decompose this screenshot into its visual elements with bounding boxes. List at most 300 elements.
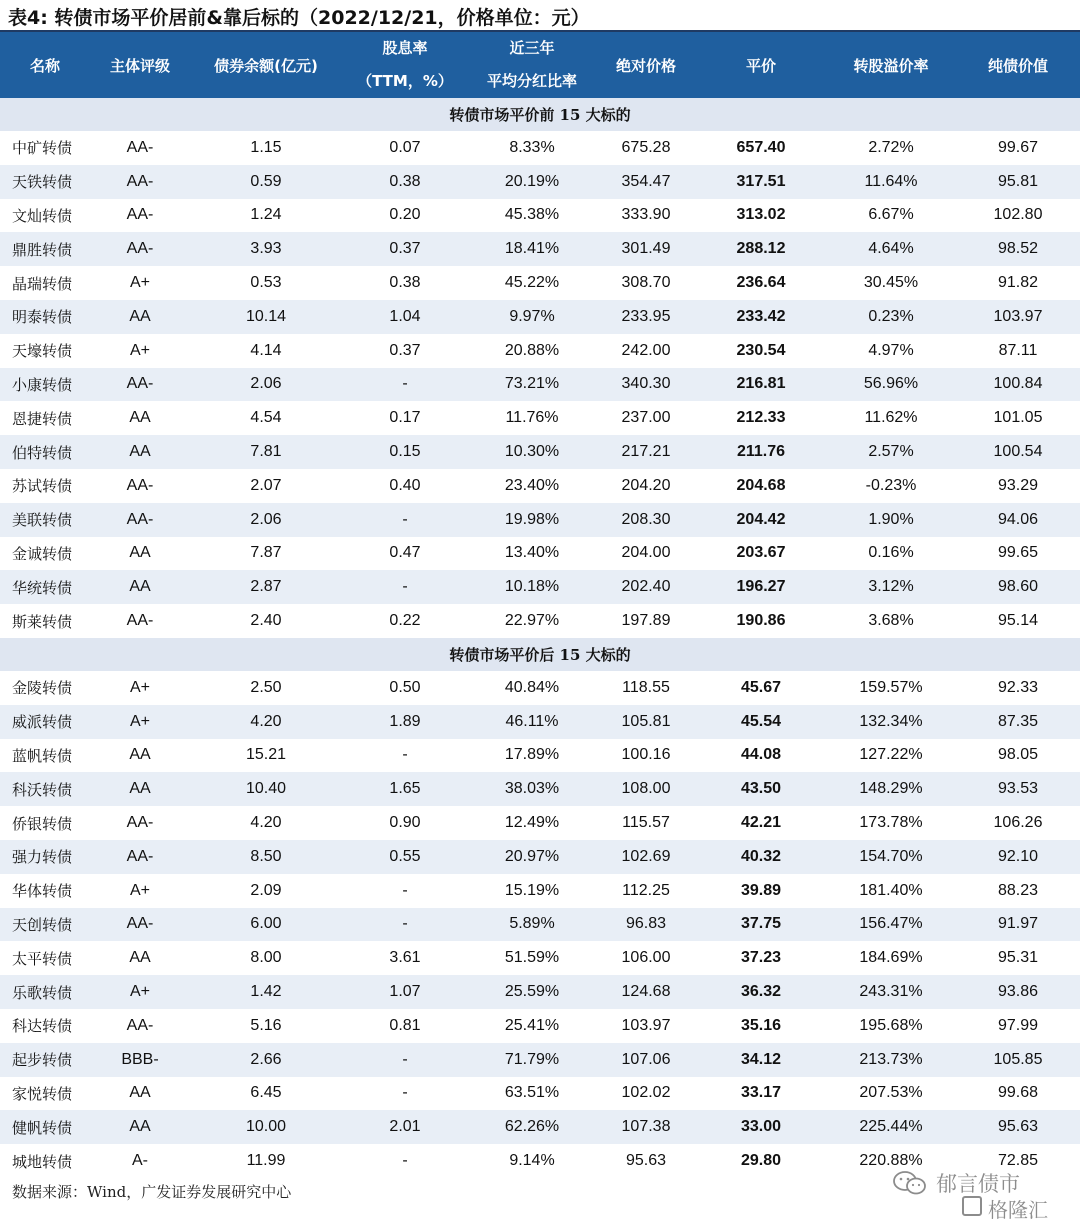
cell-bond-value: 95.81 [956,165,1080,199]
cell-balance: 1.42 [190,975,342,1009]
table-row [0,503,1080,537]
cell-dividend-yield: 0.38 [389,274,421,292]
cell-bond-name: 明泰转债 [0,300,90,334]
cell-payout-ratio: 9.14% [509,1152,555,1169]
cell-rating: A- [132,1152,148,1169]
cell-payout-ratio: 25.59% [468,975,596,1009]
cell-premium: 154.70% [826,840,956,874]
cell-bond-name: 金陵转债 [12,679,73,698]
cell-premium: 0.16% [868,544,914,562]
cell-parity: 236.64 [736,274,786,292]
cell-dividend-yield: 0.07 [389,138,421,156]
cell-dividend-yield: - [342,368,468,402]
cell-balance: 7.81 [190,435,342,469]
cell-bond-value: 106.26 [993,814,1043,832]
cell-bond-value: 101.05 [993,409,1043,427]
table-row [0,840,1080,874]
cell-premium: 148.29% [826,772,956,806]
cell-balance: 1.24 [250,206,282,224]
cell-abs-price: 202.40 [596,570,696,604]
cell-premium: 132.34% [826,705,956,739]
cell-bond-value: 93.53 [956,772,1080,806]
cell-bond-value: 99.67 [997,138,1039,156]
cell-bond-value: 92.33 [997,678,1039,696]
cell-premium: 0.23% [826,300,956,334]
header-balance: 债券余额(亿元) [190,32,342,98]
cell-payout-ratio: 10.18% [468,570,596,604]
cell-balance: 15.21 [245,746,287,764]
cell-payout-ratio: 63.51% [504,1084,560,1102]
cell-bond-value: 95.31 [997,949,1039,967]
cell-parity: 42.21 [740,814,782,832]
cell-rating: AA- [126,1016,154,1034]
cell-balance: 10.00 [190,1110,342,1144]
cell-premium: 6.67% [868,206,914,224]
cell-rating: AA- [126,476,154,494]
cell-premium: 30.45% [863,274,919,292]
cell-dividend-yield: 0.15 [342,435,468,469]
cell-balance: 3.93 [190,232,342,266]
cell-parity: 39.89 [740,881,782,899]
cell-payout-ratio: 20.88% [504,341,560,359]
cell-balance: 2.87 [190,570,342,604]
cell-balance: 4.54 [250,409,282,427]
cell-rating: AA- [90,368,190,402]
table-row [0,368,1080,402]
cell-payout-ratio: 38.03% [468,772,596,806]
cell-abs-price: 96.83 [596,908,696,942]
cell-bond-value: 93.86 [956,975,1080,1009]
cell-abs-price: 233.95 [596,300,696,334]
cell-rating: A+ [129,341,150,359]
cell-bond-value: 94.06 [956,503,1080,537]
table-row [0,874,1080,908]
cell-payout-ratio: 71.79% [468,1043,596,1077]
table-row [0,435,1080,469]
cell-bond-name: 蓝帆转债 [12,746,73,765]
cell-bond-name: 强力转债 [0,840,90,874]
cell-bond-value: 103.97 [956,300,1080,334]
cell-bond-name: 小康转债 [0,368,90,402]
cell-rating: AA- [90,232,190,266]
gelonghui-logo-icon [962,1196,982,1216]
cell-rating: AA [129,746,151,764]
cell-dividend-yield: 0.38 [342,165,468,199]
cell-bond-value: 87.35 [956,705,1080,739]
cell-bond-value: 100.54 [956,435,1080,469]
cell-bond-value: 72.85 [997,1152,1039,1169]
cell-abs-price: 106.00 [621,949,671,967]
cell-dividend-yield: - [342,503,468,537]
cell-abs-price: 118.55 [622,678,670,696]
cell-bond-value: 97.99 [997,1016,1039,1034]
header-abs-price: 绝对价格 [596,32,696,98]
table-row [0,165,1080,199]
cell-bond-name: 威派转债 [0,705,90,739]
cell-rating: AA [90,435,190,469]
cell-abs-price: 204.00 [621,544,671,562]
cell-rating: AA [90,1110,190,1144]
table-row [0,570,1080,604]
cell-payout-ratio: 20.19% [468,165,596,199]
cell-bond-value: 98.60 [956,570,1080,604]
cell-dividend-yield: 0.17 [389,409,421,427]
table-row [0,232,1080,266]
cell-bond-value: 98.05 [997,746,1039,764]
cell-abs-price: 675.28 [621,138,671,156]
cell-bond-name: 苏试转债 [12,477,73,496]
cell-premium: 4.64% [826,232,956,266]
cell-bond-name: 乐歌转债 [0,975,90,1009]
cell-premium: 2.57% [826,435,956,469]
cell-rating: AA [129,409,151,427]
table-row [0,908,1080,942]
cell-payout-ratio: 25.41% [504,1016,560,1034]
cell-dividend-yield: - [342,570,468,604]
cell-abs-price: 105.81 [596,705,696,739]
cell-dividend-yield: - [342,908,468,942]
cell-parity: 45.67 [740,678,782,696]
cell-bond-value: 93.29 [997,476,1039,494]
cell-bond-value: 91.82 [997,274,1039,292]
cell-parity: 29.80 [740,1152,782,1169]
cell-premium: 181.40% [859,881,923,899]
cell-premium: 156.47% [826,908,956,942]
cell-bond-name: 文灿转债 [12,206,73,225]
cell-parity: 313.02 [736,206,786,224]
cell-parity: 45.54 [696,705,826,739]
cell-premium: 1.90% [826,503,956,537]
cell-bond-name: 中矿转债 [12,139,73,158]
cell-dividend-yield: 0.81 [389,1016,421,1034]
cell-parity: 317.51 [696,165,826,199]
cell-dividend-yield: 0.37 [342,232,468,266]
cell-rating: AA- [90,165,190,199]
cell-bond-name: 华体转债 [12,882,73,901]
table-row [0,199,1080,233]
cell-bond-name: 伯特转债 [0,435,90,469]
cell-abs-price: 107.38 [596,1110,696,1144]
cell-bond-value: 92.10 [956,840,1080,874]
cell-dividend-yield: 2.01 [342,1110,468,1144]
cell-bond-name: 起步转债 [0,1043,90,1077]
cell-parity: 196.27 [696,570,826,604]
cell-dividend-yield: 1.04 [342,300,468,334]
cell-balance: 2.40 [250,612,282,630]
cell-abs-price: 112.25 [622,881,670,899]
cell-abs-price: 102.69 [596,840,696,874]
cell-parity: 657.40 [736,138,786,156]
cell-premium: 213.73% [826,1043,956,1077]
cell-bond-name: 恩捷转债 [12,409,73,428]
table-row [0,537,1080,571]
source-note: 数据来源：Wind，广发证券发展研究中心 [12,1183,292,1201]
cell-payout-ratio: 10.30% [468,435,596,469]
cell-payout-ratio: 22.97% [504,612,560,630]
section-row [0,638,1080,671]
cell-payout-ratio: 45.22% [504,274,560,292]
header-payout [468,32,596,98]
table-row [0,806,1080,840]
cell-balance: 2.66 [190,1043,342,1077]
cell-rating: AA- [90,503,190,537]
table-title [8,3,590,30]
table-row [0,266,1080,300]
cell-parity: 37.75 [696,908,826,942]
table-row [0,300,1080,334]
watermark [888,1168,1074,1220]
cell-payout-ratio: 15.19% [504,881,560,899]
table-header [0,32,1080,98]
cell-premium: 11.64% [826,165,956,199]
cell-parity: 203.67 [736,544,786,562]
cell-abs-price: 242.00 [621,341,671,359]
cell-abs-price: 204.20 [621,476,671,494]
cell-premium: 207.53% [859,1084,923,1102]
cell-balance: 2.50 [250,678,282,696]
cell-balance: 0.59 [190,165,342,199]
cell-bond-name: 金诚转债 [12,544,73,563]
cell-balance: 2.07 [250,476,282,494]
cell-rating: AA [90,772,190,806]
cell-parity: 34.12 [696,1043,826,1077]
cell-dividend-yield: - [402,881,408,899]
cell-rating: A+ [90,975,190,1009]
cell-payout-ratio: 23.40% [504,476,560,494]
cell-parity: 40.32 [696,840,826,874]
cell-abs-price: 115.57 [622,814,670,832]
cell-rating: AA- [126,206,154,224]
cell-payout-ratio: 73.21% [468,368,596,402]
table-row [0,941,1080,975]
table-row [0,334,1080,368]
cell-rating: A+ [129,678,150,696]
cell-payout-ratio: 19.98% [468,503,596,537]
cell-payout-ratio: 45.38% [504,206,560,224]
cell-balance: 10.40 [190,772,342,806]
cell-parity: 35.16 [740,1016,782,1034]
section-title: 转债市场平价前 15 大标的 [0,98,1080,131]
cell-bond-value: 100.84 [956,368,1080,402]
cell-premium: 243.31% [826,975,956,1009]
cell-bond-name: 科沃转债 [0,772,90,806]
header-premium: 转股溢价率 [826,32,956,98]
cell-payout-ratio: 8.33% [509,138,555,156]
cell-dividend-yield: - [402,746,408,764]
section-title: 转债市场平价后 15 大标的 [0,638,1080,671]
section-row [0,98,1080,131]
cell-rating: AA [129,544,151,562]
cell-rating: AA- [90,840,190,874]
table-row [0,1110,1080,1144]
cell-balance: 8.50 [190,840,342,874]
header-name: 名称 [0,32,90,98]
cell-rating: A+ [129,274,150,292]
cell-abs-price: 124.68 [596,975,696,1009]
cell-dividend-yield: 0.37 [389,341,421,359]
cell-abs-price: 217.21 [596,435,696,469]
cell-payout-ratio: 62.26% [468,1110,596,1144]
cell-abs-price: 95.63 [625,1152,667,1169]
cell-dividend-yield: 0.22 [389,612,421,630]
header-payout-line2: 平均分红比率 [486,72,577,90]
cell-abs-price: 301.49 [596,232,696,266]
cell-bond-name: 健帆转债 [0,1110,90,1144]
cell-bond-name: 华统转债 [0,570,90,604]
cell-premium: 220.88% [859,1152,923,1169]
cell-premium: 56.96% [826,368,956,402]
cell-balance: 1.15 [250,138,282,156]
cell-parity: 212.33 [736,409,786,427]
cell-premium: 184.69% [859,949,923,967]
cell-premium: 2.72% [868,138,914,156]
table-row [0,469,1080,503]
cell-rating: AA [90,570,190,604]
cell-balance: 2.09 [250,881,282,899]
table-row [0,705,1080,739]
cell-parity: 37.23 [740,949,782,967]
header-bond-value: 纯债价值 [956,32,1080,98]
header-parity: 平价 [696,32,826,98]
cell-parity: 33.00 [696,1110,826,1144]
cell-bond-value: 95.14 [997,612,1039,630]
cell-balance: 4.14 [250,341,282,359]
header-rating: 主体评级 [90,32,190,98]
cell-parity: 44.08 [740,746,782,764]
cell-bond-value: 95.63 [956,1110,1080,1144]
cell-abs-price: 100.16 [621,746,671,764]
cell-bond-value: 88.23 [997,881,1039,899]
cell-rating: AA- [126,612,154,630]
cell-payout-ratio: 11.76% [505,409,559,427]
cell-parity: 288.12 [696,232,826,266]
cell-dividend-yield: 0.20 [389,206,421,224]
cell-dividend-yield: 1.65 [342,772,468,806]
cell-parity: 43.50 [696,772,826,806]
cell-abs-price: 103.97 [621,1016,671,1034]
cell-premium: 3.68% [868,612,914,630]
cell-bond-value: 98.52 [956,232,1080,266]
cell-rating: AA- [126,138,154,156]
cell-balance: 4.20 [250,814,282,832]
cell-balance: 11.99 [246,1152,286,1169]
table-row [0,975,1080,1009]
cell-bond-value: 99.68 [997,1084,1039,1102]
cell-payout-ratio: 5.89% [468,908,596,942]
bond-table [0,32,1080,1178]
cell-dividend-yield: 0.47 [389,544,421,562]
cell-balance: 8.00 [250,949,282,967]
cell-parity: 216.81 [696,368,826,402]
cell-payout-ratio: 40.84% [504,678,560,696]
cell-abs-price: 340.30 [596,368,696,402]
table-body [0,98,1080,1178]
table-row [0,1077,1080,1111]
cell-abs-price: 107.06 [596,1043,696,1077]
cell-abs-price: 308.70 [621,274,671,292]
cell-dividend-yield: - [402,1152,408,1169]
cell-bond-value: 87.11 [998,341,1038,359]
watermark-brand: 格隆汇 [988,1198,1048,1222]
cell-premium: -0.23% [865,476,917,494]
cell-bond-name: 天创转债 [0,908,90,942]
cell-payout-ratio: 18.41% [468,232,596,266]
cell-balance: 5.16 [250,1016,282,1034]
cell-abs-price: 102.02 [621,1084,671,1102]
cell-bond-name: 太平转债 [12,949,73,968]
cell-parity: 204.42 [696,503,826,537]
cell-bond-name: 鼎胜转债 [0,232,90,266]
table-row [0,739,1080,773]
cell-rating: AA [129,1084,151,1102]
cell-bond-name: 科达转债 [12,1017,73,1036]
cell-rating: BBB- [90,1043,190,1077]
cell-abs-price: 237.00 [621,409,671,427]
cell-parity: 230.54 [736,341,786,359]
table-row [0,604,1080,638]
cell-payout-ratio: 17.89% [504,746,560,764]
cell-balance: 6.45 [250,1084,282,1102]
cell-bond-value: 102.80 [993,206,1043,224]
cell-balance: 10.14 [190,300,342,334]
cell-balance: 0.53 [250,274,282,292]
cell-balance: 7.87 [250,544,282,562]
cell-dividend-yield: - [402,1084,408,1102]
cell-premium: 225.44% [826,1110,956,1144]
cell-premium: 195.68% [859,1016,923,1034]
cell-bond-value: 91.97 [956,908,1080,942]
cell-balance: 4.20 [190,705,342,739]
cell-premium: 159.57% [859,678,923,696]
cell-premium: 173.78% [859,814,923,832]
cell-bond-name: 家悦转债 [12,1084,73,1103]
cell-bond-name: 斯莱转债 [12,612,73,631]
cell-balance: 6.00 [190,908,342,942]
cell-premium: 4.97% [868,341,914,359]
cell-dividend-yield: 3.61 [389,949,421,967]
cell-premium: 3.12% [826,570,956,604]
cell-bond-name: 天铁转债 [0,165,90,199]
cell-rating: AA [90,300,190,334]
cell-rating: AA [129,949,151,967]
cell-payout-ratio: 20.97% [468,840,596,874]
header-payout-line1: 近三年 [509,39,555,57]
cell-bond-value: 99.65 [997,544,1039,562]
cell-balance: 2.06 [190,503,342,537]
cell-bond-name: 晶瑞转债 [12,274,73,293]
table-row [0,131,1080,165]
cell-payout-ratio: 51.59% [504,949,560,967]
cell-parity: 211.76 [696,435,826,469]
cell-bond-name: 侨银转债 [12,814,73,833]
table-row [0,772,1080,806]
cell-payout-ratio: 9.97% [468,300,596,334]
header-dividend-line2: （TTM，%） [357,72,453,90]
cell-parity: 36.32 [696,975,826,1009]
wechat-icon [892,1170,928,1196]
cell-abs-price: 197.89 [621,612,671,630]
cell-parity: 190.86 [736,612,786,630]
watermark-account: 郁言债市 [936,1172,1020,1196]
cell-payout-ratio: 12.49% [504,814,560,832]
cell-bond-value: 105.85 [956,1043,1080,1077]
cell-parity: 204.68 [736,476,786,494]
cell-premium: 11.62% [864,409,918,427]
cell-balance: 2.06 [190,368,342,402]
table-title-text: 表4: 转债市场平价居前&靠后标的（2022/12/21，价格单位：元） [8,7,590,29]
cell-dividend-yield: 0.90 [389,814,421,832]
cell-dividend-yield: 0.55 [342,840,468,874]
